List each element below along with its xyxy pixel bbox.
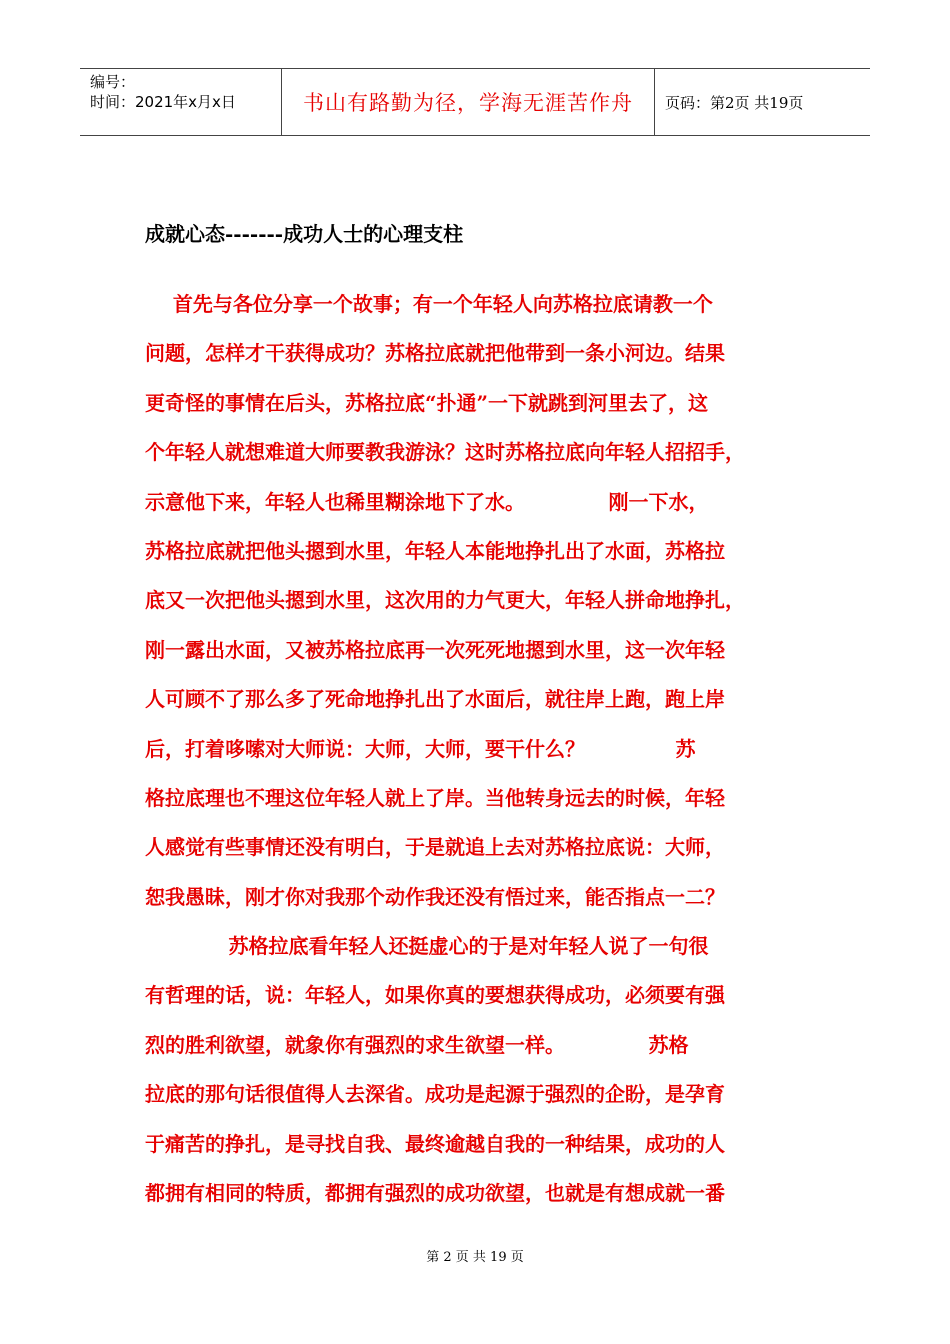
header-page-info: 页码：第2页 共19页 <box>665 93 804 112</box>
body-line: 苏格拉底看年轻人还挺虚心的于是对年轻人说了一句很 <box>145 934 709 959</box>
body-line: 恕我愚昧，刚才你对我那个动作我还没有悟过来，能否指点一二？ <box>145 884 725 909</box>
header-motto: 书山有路勤为径，学海无涯苦作舟 <box>282 69 655 135</box>
article-title: 成就心态-------成功人士的心理支柱 <box>145 222 464 246</box>
body-line: 个年轻人就想难道大师要教我游泳？这时苏格拉底向年轻人招招手， <box>145 440 745 465</box>
body-line: 格拉底理也不理这位年轻人就上了岸。当他转身远去的时候，年轻 <box>145 785 725 810</box>
body-line: 底又一次把他头摁到水里，这次用的力气更大，年轻人拼命地挣扎， <box>145 588 745 613</box>
date-label: 时间：2021年x月x日 <box>90 93 236 111</box>
body-line: 于痛苦的挣扎，是寻找自我、最终逾越自我的一种结果，成功的人 <box>145 1131 725 1156</box>
body-line: 示意他下来，年轻人也稀里糊涂地下了水。 刚一下水， <box>145 489 709 514</box>
body-line: 拉底的那句话很值得人去深省。成功是起源于强烈的企盼，是孕育 <box>145 1082 725 1107</box>
body-line: 问题，怎样才干获得成功？苏格拉底就把他带到一条小河边。结果 <box>145 341 725 366</box>
body-line: 都拥有相同的特质，都拥有强烈的成功欲望，也就是有想成就一番 <box>145 1181 725 1206</box>
body-line: 首先与各位分享一个故事；有一个年轻人向苏格拉底请教一个 <box>145 292 713 316</box>
article-body <box>145 284 805 1222</box>
body-line: 有哲理的话，说：年轻人，如果你真的要想获得成功，必须要有强 <box>145 983 725 1008</box>
page-footer: 第 2 页 共 19 页 <box>426 1250 524 1265</box>
body-line: 人可顾不了那么多了死命地挣扎出了水面后，就往岸上跑，跑上岸 <box>145 687 725 712</box>
page-header <box>80 68 870 136</box>
body-line: 后，打着哆嗦对大师说：大师，大师，要干什么？ 苏 <box>145 736 696 761</box>
header-meta-cell <box>80 69 282 135</box>
body-line: 烈的胜利欲望，就象你有强烈的求生欲望一样。 苏格 <box>145 1032 689 1057</box>
body-line: 更奇怪的事情在后头，苏格拉底“扑通”一下就跳到河里去了，这 <box>145 390 709 415</box>
body-line: 刚一露出水面，又被苏格拉底再一次死死地摁到水里，这一次年轻 <box>145 637 725 662</box>
serial-number-label: 编号： <box>90 73 136 91</box>
body-line: 苏格拉底就把他头摁到水里，年轻人本能地挣扎出了水面，苏格拉 <box>145 538 725 563</box>
body-line: 人感觉有些事情还没有明白，于是就追上去对苏格拉底说：大师， <box>145 835 725 860</box>
